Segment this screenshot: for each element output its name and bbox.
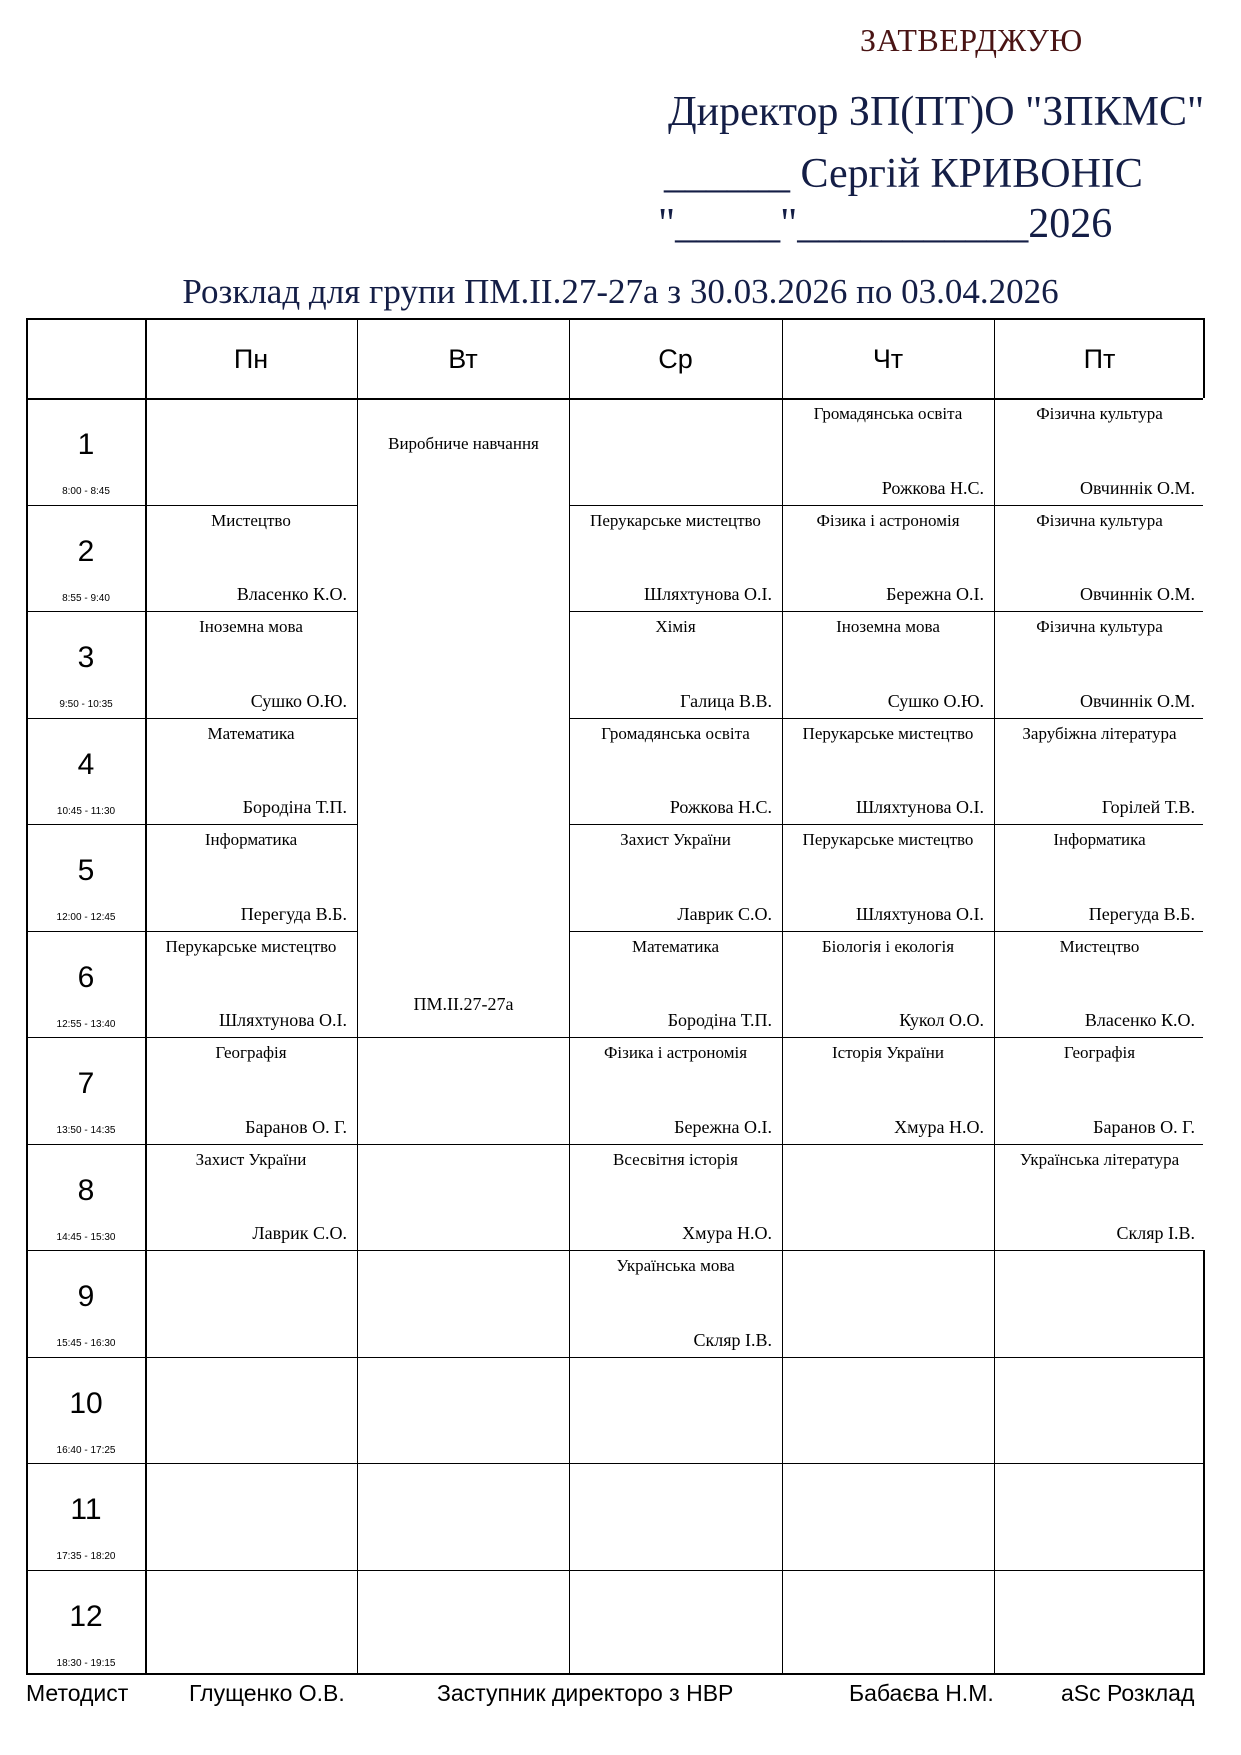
footer-methodist-name: Глущенко О.В.	[189, 1680, 345, 1706]
approve-label: ЗАТВЕРДЖУЮ	[860, 22, 1083, 58]
teacher-name: Хмура Н.О.	[894, 1116, 984, 1137]
subject-name: Фізика і астрономія	[816, 510, 960, 530]
grid-line	[28, 1463, 1203, 1464]
subject-name: Історія України	[832, 1043, 944, 1062]
subject-name: Виробниче навчання	[388, 434, 539, 453]
lesson-time: 10:45 - 11:30	[56, 805, 116, 817]
teacher-name: Кукол О.О.	[899, 1010, 984, 1030]
lesson-cell	[994, 1037, 1205, 1144]
grid-line	[28, 505, 1203, 506]
lesson-number: 8	[77, 1173, 95, 1207]
lesson-cell	[782, 505, 994, 612]
page-title: Розклад для групи ПМ.ІІ.27-27а з 30.03.2026 по 03.04.2026	[182, 272, 1059, 311]
lesson-time: 12:00 - 12:45	[56, 912, 116, 923]
lesson-cell	[994, 611, 1205, 718]
subject-name: Географія	[215, 1043, 287, 1062]
lesson-cell	[569, 1250, 782, 1357]
day-header: Вт	[448, 344, 478, 374]
subject-name: Інформатика	[204, 830, 298, 849]
lesson-cell	[782, 931, 994, 1038]
lesson-number: 5	[77, 854, 95, 887]
grid-line	[782, 320, 783, 1673]
lesson-cell	[994, 398, 1205, 505]
teacher-name: Овчиннік О.М.	[1079, 477, 1195, 498]
teacher-name: Бережна О.І.	[674, 1116, 772, 1137]
grid-line	[28, 1250, 1203, 1251]
lesson-number: 1	[77, 428, 95, 461]
day-header: Пн	[233, 344, 269, 374]
tuesday-merged-cell	[358, 400, 569, 1037]
lesson-cell	[994, 931, 1205, 1038]
subject-name: Фізична культура	[1036, 617, 1163, 636]
grid-line	[28, 398, 1203, 400]
teacher-name: Баранов О. Г.	[1093, 1116, 1195, 1137]
footer-deputy-name: Бабаєва Н.М.	[849, 1680, 994, 1706]
director-line: Директор ЗП(ПТ)О "ЗПКМС"	[668, 89, 1205, 135]
lesson-cell	[782, 611, 994, 718]
lesson-number: 11	[70, 1493, 102, 1526]
teacher-name: Скляр І.В.	[1116, 1223, 1195, 1243]
grid-line	[28, 1037, 1203, 1038]
lesson-cell	[145, 505, 357, 612]
lesson-cell	[994, 505, 1205, 612]
footer-software: aSc Розклад	[1061, 1680, 1195, 1706]
footer-methodist-label: Методист	[26, 1680, 129, 1706]
lesson-cell	[994, 718, 1205, 825]
lesson-cell	[569, 824, 782, 931]
lesson-time: 8:00 - 8:45	[62, 486, 110, 497]
subject-name: Фізична культура	[1036, 510, 1163, 530]
subject-name: Математика	[631, 936, 720, 956]
lesson-time: 16:40 - 17:25	[56, 1444, 116, 1456]
day-header: Пт	[1083, 344, 1116, 374]
lesson-number: 6	[77, 960, 95, 994]
lesson-cell	[569, 718, 782, 825]
signature-line: ______ Сергій КРИВОНІС	[664, 151, 1143, 197]
teacher-name: Сушко О.Ю.	[887, 690, 984, 711]
subject-name: Перукарське мистецтво	[165, 936, 337, 956]
subject-name: Мистецтво	[211, 510, 291, 530]
lesson-cell	[145, 1144, 357, 1251]
teacher-name: Рожкова Н.С.	[881, 477, 984, 498]
subject-name: Захист України	[195, 1149, 307, 1169]
subject-name: Хімія	[655, 617, 696, 636]
subject-name: Українська література	[1019, 1149, 1180, 1169]
grid-line	[28, 718, 1203, 719]
grid-line	[28, 824, 1203, 825]
subject-name: Захист України	[620, 830, 731, 849]
lesson-cell	[145, 718, 357, 825]
lesson-cell	[145, 611, 357, 718]
grid-line	[994, 320, 995, 1673]
lesson-time: 17:35 - 18:20	[56, 1551, 116, 1562]
teacher-name: Сушко О.Ю.	[250, 690, 347, 711]
lesson-cell	[782, 824, 994, 931]
lesson-time: 15:45 - 16:30	[56, 1338, 116, 1349]
subject-name: Іноземна мова	[836, 617, 940, 636]
teacher-name: Бородіна Т.П.	[242, 797, 347, 817]
lesson-time: 8:55 - 9:40	[62, 592, 110, 604]
lesson-cell	[145, 824, 357, 931]
subject-name: Українська мова	[616, 1256, 735, 1275]
teacher-name: Перегуда В.Б.	[1088, 903, 1195, 924]
teacher-name: Власенко К.О.	[236, 584, 347, 604]
lesson-cell	[569, 1037, 782, 1144]
lesson-time: 18:30 - 19:15	[56, 1657, 116, 1669]
subject-name: Біологія і екологія	[821, 936, 955, 956]
subject-name: Всесвітня історія	[613, 1149, 738, 1169]
lesson-cell	[994, 1144, 1205, 1251]
lesson-time: 13:50 - 14:35	[56, 1125, 116, 1136]
teacher-name: Бородіна Т.П.	[667, 1010, 772, 1030]
day-header: Ср	[658, 344, 693, 374]
lesson-time: 14:45 - 15:30	[56, 1231, 116, 1243]
subject-name: Математика	[207, 723, 295, 743]
lesson-cell	[569, 505, 782, 612]
teacher-name: Рожкова Н.С.	[669, 797, 772, 817]
lesson-number: 9	[77, 1280, 95, 1313]
teacher-name: Шляхтунова О.І.	[856, 797, 984, 817]
lesson-number: 7	[77, 1067, 95, 1100]
teacher-name: Овчиннік О.М.	[1079, 690, 1195, 711]
grid-line	[28, 931, 1203, 932]
lesson-number: 4	[77, 747, 95, 781]
subject-name: Географія	[1063, 1043, 1136, 1062]
lesson-cell	[994, 824, 1205, 931]
schedule-table	[26, 318, 1205, 1675]
teacher-name: Галица В.В.	[680, 690, 772, 711]
teacher-name: Шляхтунова О.І.	[219, 1010, 347, 1030]
teacher-name: Власенко К.О.	[1084, 1010, 1195, 1030]
subject-name: Перукарське мистецтво	[802, 830, 974, 849]
subject-name: Громадянська освіта	[813, 404, 963, 423]
teacher-name: Лаврик С.О.	[677, 903, 772, 924]
grid-line	[28, 1357, 1203, 1358]
subject-name: Фізична культура	[1036, 404, 1163, 423]
subject-name: Іноземна мова	[199, 617, 303, 636]
subject-name: Перукарське мистецтво	[590, 510, 761, 530]
lesson-cell	[569, 931, 782, 1038]
teacher-name: Горілей Т.В.	[1101, 797, 1195, 817]
subject-name: Перукарське мистецтво	[802, 723, 974, 743]
subject-name: Громадянська освіта	[601, 723, 750, 743]
lesson-time: 9:50 - 10:35	[59, 699, 113, 710]
lesson-number: 12	[69, 1599, 103, 1633]
grid-line	[569, 320, 570, 1673]
teacher-name: Лаврик С.О.	[252, 1223, 347, 1243]
lesson-number: 10	[69, 1386, 103, 1420]
grid-line	[28, 1570, 1203, 1571]
subject-name: Інформатика	[1053, 830, 1146, 849]
teacher-name: Хмура Н.О.	[682, 1223, 772, 1243]
teacher-name: Баранов О. Г.	[245, 1116, 347, 1137]
day-header: Чт	[872, 344, 904, 374]
teacher-name: Шляхтунова О.І.	[856, 903, 984, 924]
date-line: "_____"___________2026	[658, 201, 1113, 247]
grid-line	[28, 611, 1203, 612]
teacher-name: Бережна О.І.	[886, 584, 984, 604]
subject-name: Фізика і астрономія	[603, 1043, 748, 1062]
group-name: ПМ.ІІ.27-27а	[413, 994, 514, 1014]
teacher-name: Скляр І.В.	[693, 1329, 772, 1350]
lesson-number: 2	[77, 534, 95, 568]
teacher-name: Перегуда В.Б.	[240, 903, 347, 924]
lesson-number: 3	[77, 641, 95, 674]
subject-name: Зарубіжна література	[1022, 723, 1177, 743]
lesson-cell	[145, 931, 357, 1038]
lesson-time: 12:55 - 13:40	[56, 1018, 116, 1030]
lesson-cell	[782, 1037, 994, 1144]
footer-deputy-label: Заступник директоро з НВР	[437, 1680, 734, 1706]
lesson-cell	[569, 1144, 782, 1251]
grid-line	[145, 320, 147, 1673]
teacher-name: Овчиннік О.М.	[1079, 584, 1195, 604]
grid-line	[28, 1144, 1203, 1145]
lesson-cell	[145, 1037, 357, 1144]
subject-name: Мистецтво	[1059, 936, 1140, 956]
lesson-cell	[782, 398, 994, 505]
lesson-cell	[569, 611, 782, 718]
teacher-name: Шляхтунова О.І.	[644, 584, 772, 604]
lesson-cell	[782, 718, 994, 825]
